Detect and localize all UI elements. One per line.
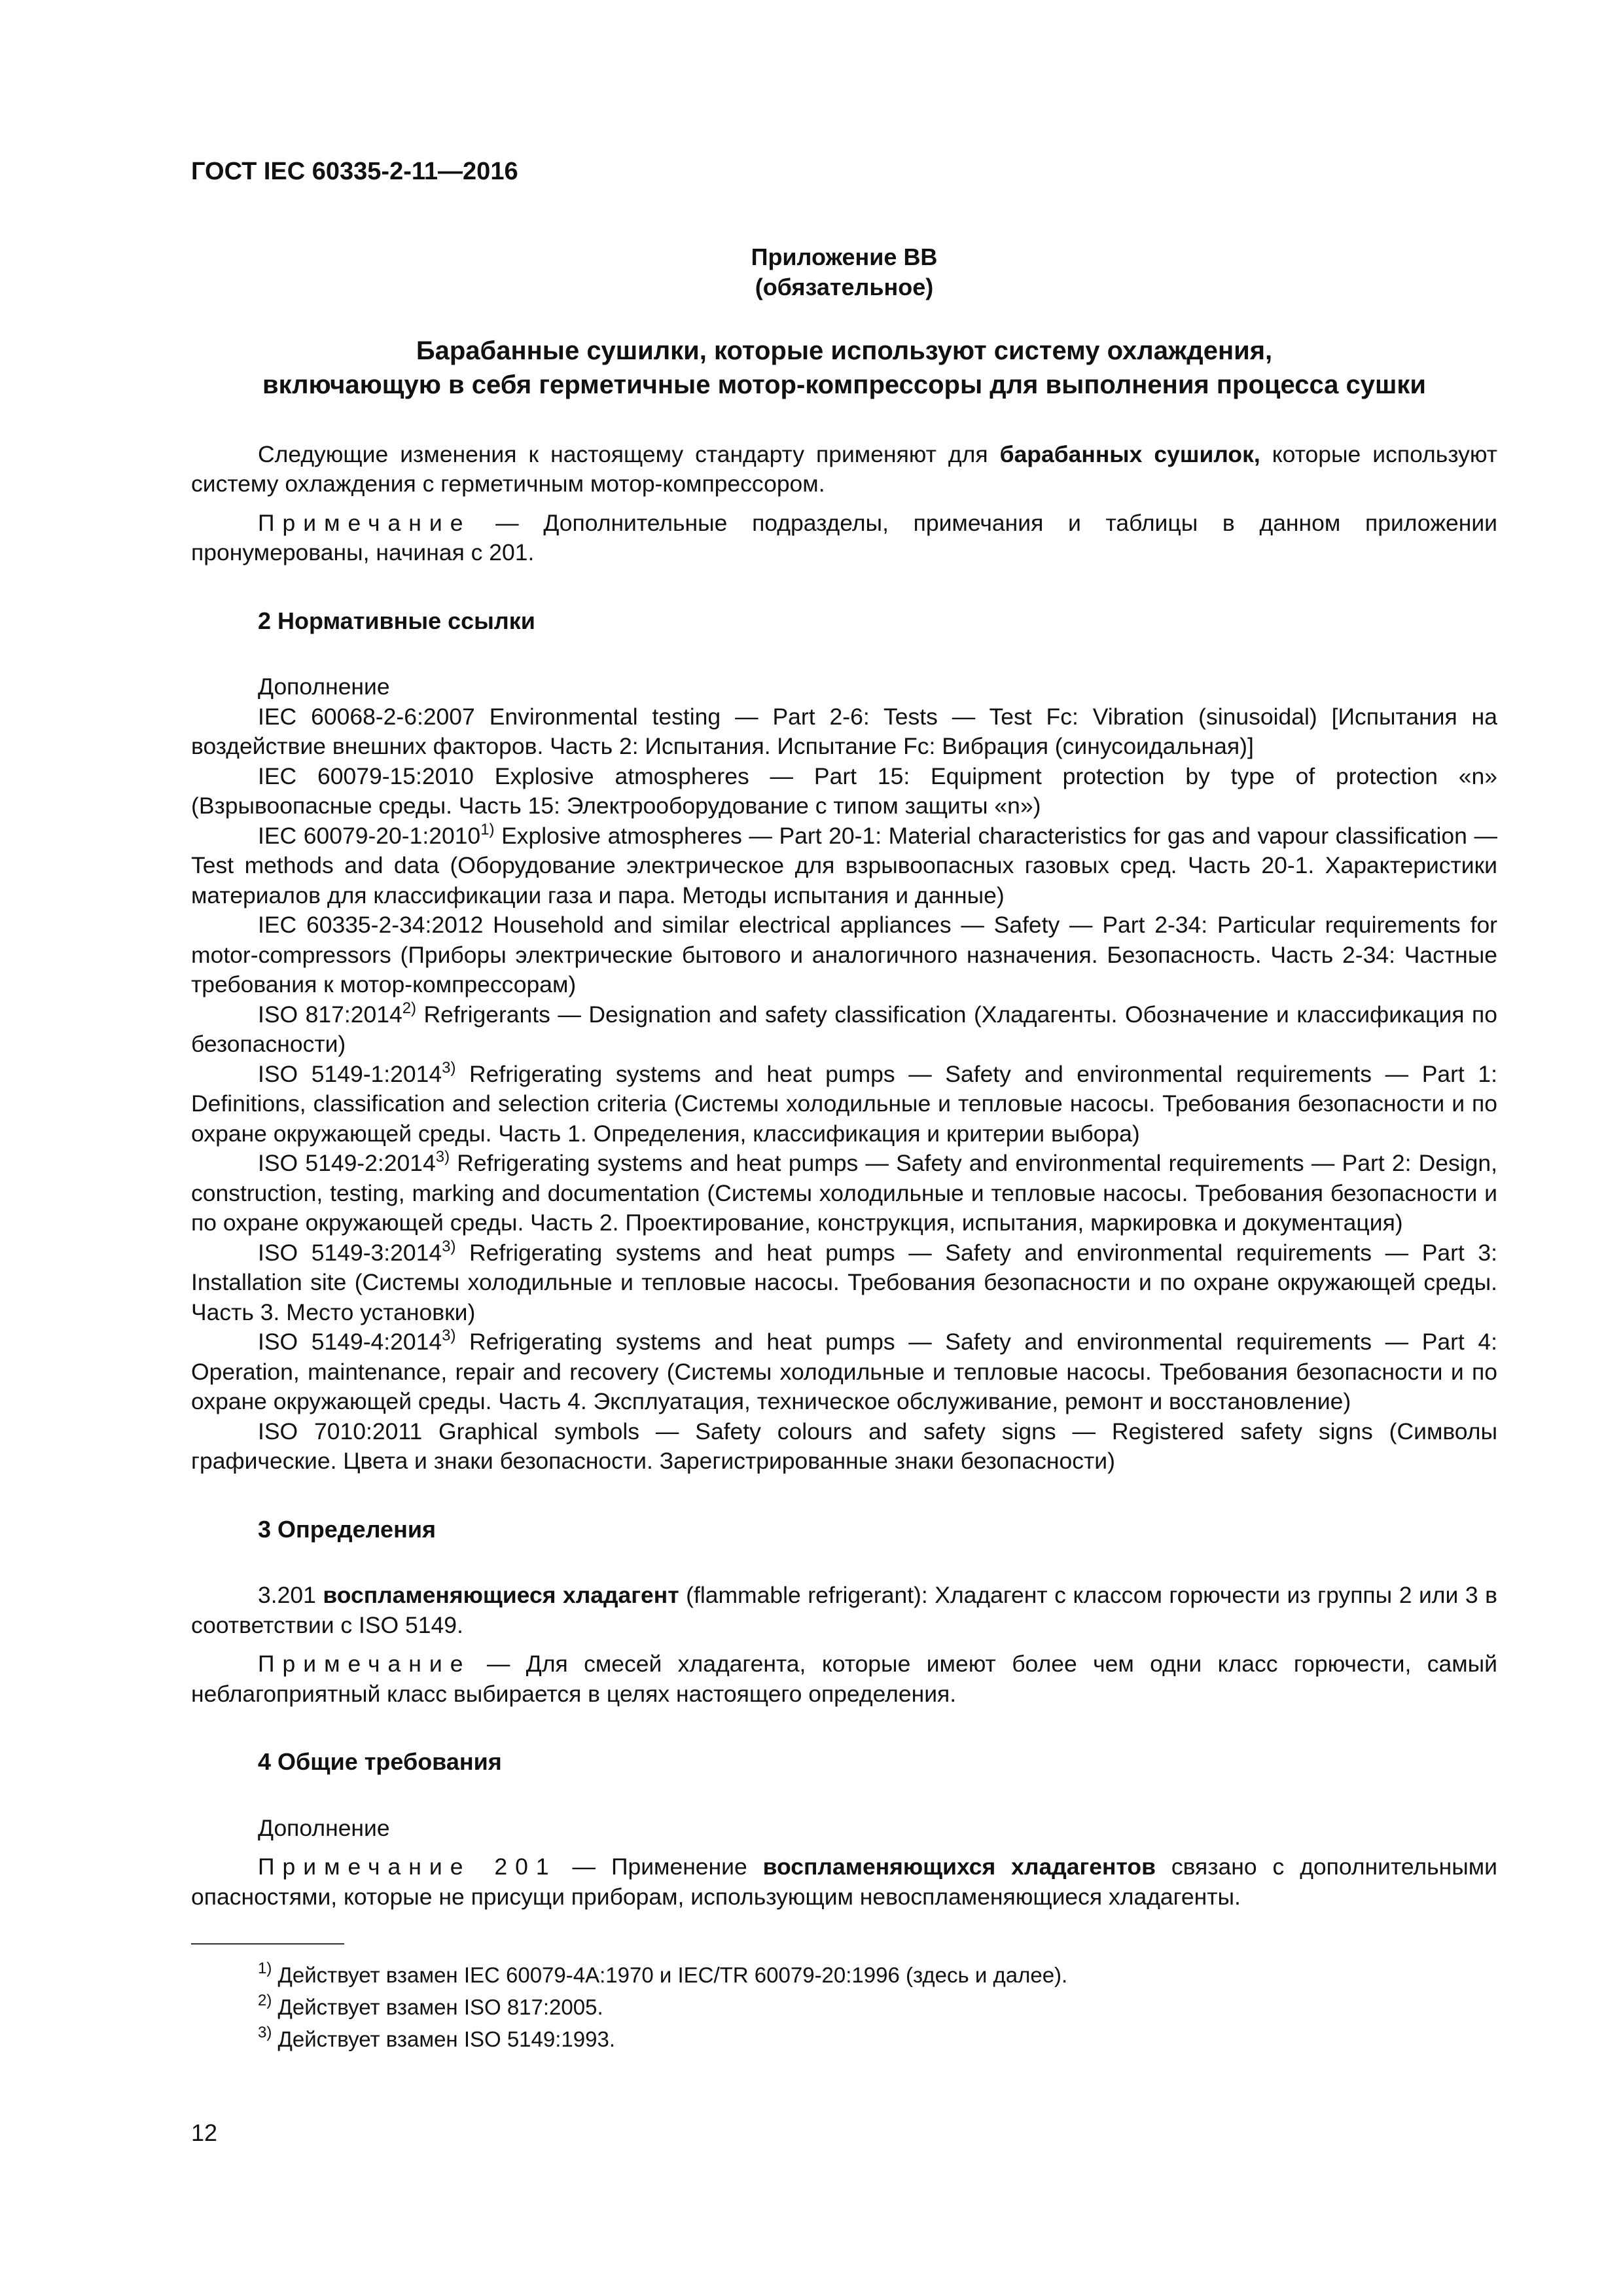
- reference-id: ISO 5149-4:2014: [258, 1329, 442, 1355]
- reference-id: ISO 5149-2:2014: [258, 1150, 436, 1176]
- annex-heading-line-1: Барабанные сушилки, которые используют систему охлаждения,: [416, 336, 1273, 365]
- section-2-addition: Дополнение: [258, 673, 390, 700]
- note-201-label: Примечание 201: [258, 1854, 557, 1880]
- reference-id: ISO 817:2014: [258, 1001, 402, 1028]
- footnote-mark: 2): [258, 1992, 272, 2009]
- reference-text: Environmental testing — Part 2-6: Tests — Test Fc: Vibration (sinusoidal) [Испытания на воздействие внешних факторов. Часть 2: Испытания. Испытание Fc: Вибрация (синусоидальная)]: [191, 703, 1497, 759]
- note-1-label: Примечание: [258, 509, 471, 536]
- note-201-text-before: — Применение: [556, 1854, 763, 1880]
- note-201-bold-term: воспламеняющихся хладагентов: [762, 1854, 1156, 1880]
- note-section-3: [191, 1649, 1497, 1709]
- reference-text: Refrigerating systems and heat pumps — Safety and environmental requirements — Part 3: Installation site (Системы холодильные и тепловые насосы. Требования безопасности и по охране окружающей среды. Часть 3. Место установки): [191, 1239, 1497, 1325]
- intro-text-before: Следующие изменения к настоящему стандарту применяют для: [258, 440, 1000, 467]
- reference-item: [191, 1000, 1497, 1060]
- note-label: Примечание: [258, 1651, 471, 1677]
- definition-number: 3.201: [258, 1582, 323, 1608]
- reference-id: IEC 60068-2-6:2007: [258, 703, 475, 730]
- reference-item: [191, 1060, 1497, 1149]
- document-header: ГОСТ IEC 60335-2-11—2016: [191, 158, 518, 185]
- footnote: [258, 2023, 1497, 2055]
- reference-footnote-mark: 3): [442, 1327, 456, 1344]
- section-2-heading: 2 Нормативные ссылки: [258, 607, 535, 634]
- section-4-addition: Дополнение: [258, 1814, 390, 1841]
- footnote-text: Действует взамен ISO 5149:1993.: [272, 2027, 615, 2051]
- reference-text: Refrigerants — Designation and safety classification (Хладагенты. Обозначение и классификация по безопасности): [191, 1001, 1497, 1057]
- reference-footnote-mark: 3): [435, 1148, 450, 1166]
- reference-id: ISO 5149-1:2014: [258, 1060, 442, 1087]
- definition-term: воспламеняющиеся хладагент: [323, 1582, 679, 1608]
- reference-footnote-mark: 3): [442, 1237, 456, 1255]
- note-text: — Для смесей хладагента, которые имеют более чем одни класс горючести, самый неблагоприятный класс выбирается в целях настоящего определения.: [191, 1651, 1497, 1707]
- reference-text: Explosive atmospheres — Part 15: Equipment protection by type of protection «n» (Взрывоопасные среды. Часть 15: Электрооборудование с типом защиты «n»): [191, 762, 1498, 819]
- reference-footnote-mark: 1): [480, 820, 495, 838]
- footnote-separator: [191, 1943, 344, 1945]
- reference-text: Refrigerating systems and heat pumps — Safety and environmental requirements — Part 2: Design, construction, testing, marking and documentation (Системы холодильные и тепловые насосы. Требования безопасности и по охране окружающей среды. Часть 2. Проектирование, конструкция, испытания, маркировка и документация): [191, 1150, 1497, 1236]
- reference-text: Household and similar electrical appliances — Safety — Part 2-34: Particular requirements for motor-compressors (Приборы электрические бытового и аналогичного назначения. Безопасность. Часть 2-34: Частные требования к мотор-компрессорам): [191, 912, 1498, 997]
- page-content: [191, 157, 1497, 2055]
- reference-item: [191, 1417, 1497, 1477]
- page-number: 12: [191, 2119, 218, 2146]
- reference-item: [191, 1327, 1497, 1417]
- reference-item: [191, 910, 1497, 1000]
- footnote: [258, 1959, 1497, 1991]
- section-3-heading: 3 Определения: [258, 1515, 436, 1543]
- footnote-mark: 1): [258, 1960, 272, 1977]
- note-201: [191, 1852, 1497, 1912]
- note-1: [191, 509, 1497, 568]
- reference-item: [191, 702, 1497, 762]
- footnotes: [191, 1959, 1497, 2055]
- reference-id: IEC 60079-15:2010: [258, 762, 474, 789]
- reference-text: Graphical symbols — Safety colours and safety signs — Registered safety signs (Символы графические. Цвета и знаки безопасности. Зарегистрированные знаки безопасности): [191, 1418, 1498, 1474]
- intro-bold-term: барабанных сушилок,: [999, 440, 1260, 467]
- reference-text: Refrigerating systems and heat pumps — Safety and environmental requirements — Part 1: Definitions, classification and selection criteria (Системы холодильные и тепловые насосы. Требования безопасности и по охране окружающей среды. Часть 1. Определения, классификация и критерии выбора): [191, 1060, 1497, 1147]
- footnote-text: Действует взамен ISO 817:2005.: [272, 1995, 603, 2019]
- reference-id: ISO 7010:2011: [258, 1418, 423, 1444]
- section-4-heading: 4 Общие требования: [258, 1748, 502, 1775]
- annex-heading: [191, 334, 1497, 402]
- annex-heading-line-2: включающую в себя герметичные мотор-компрессоры для выполнения процесса сушки: [262, 370, 1426, 399]
- note-201-text-after: связано с дополнительными опасностями, которые не присущи приборам, использующим невоспламеняющиеся хладагенты.: [191, 1854, 1497, 1910]
- intro-paragraph: [191, 440, 1497, 499]
- annex-title: Приложение ВВ: [751, 243, 938, 270]
- footnote-text: Действует взамен IEC 60079-4A:1970 и IEC/TR 60079-20:1996 (здесь и далее).: [272, 1963, 1068, 1987]
- reference-text: Refrigerating systems and heat pumps — Safety and environmental requirements — Part 4: Operation, maintenance, repair and recovery (Системы холодильные и тепловые насосы. Требования безопасности и по охране окружающей среды. Часть 4. Эксплуатация, техническое обслуживание, ремонт и восстановление): [191, 1329, 1497, 1414]
- reference-footnote-mark: 3): [442, 1058, 456, 1077]
- reference-item: [191, 821, 1497, 911]
- reference-footnote-mark: 2): [402, 999, 417, 1017]
- reference-item: [191, 1238, 1497, 1328]
- intro-text-after: которые используют систему охлаждения с герметичным мотор-компрессором.: [191, 440, 1497, 497]
- footnote: [258, 1991, 1497, 2023]
- reference-item: [191, 762, 1497, 821]
- reference-item: [191, 1149, 1497, 1238]
- reference-text: Explosive atmospheres — Part 20-1: Material characteristics for gas and vapour classification — Test methods and data (Оборудование электрическое для взрывоопасных газовых сред. Часть 20-1. Характеристики материалов для классификации газа и пара. Методы испытания и данные): [191, 822, 1497, 908]
- reference-id: ISO 5149-3:2014: [258, 1239, 442, 1266]
- footnote-mark: 3): [258, 2024, 272, 2041]
- reference-list: [191, 702, 1497, 1477]
- note-1-text: — Дополнительные подразделы, примечания и таблицы в данном приложении пронумерованы, начиная с 201.: [191, 509, 1497, 565]
- definition-text: (flammable refrigerant): Хладагент с классом горючести из группы 2 или 3 в соответствии с ISO 5149.: [191, 1582, 1497, 1638]
- reference-id: IEC 60335-2-34:2012: [258, 912, 484, 938]
- reference-id: IEC 60079-20-1:2010: [258, 822, 481, 849]
- annex-status: (обязательное): [755, 273, 934, 300]
- definition-3-201: [191, 1581, 1497, 1640]
